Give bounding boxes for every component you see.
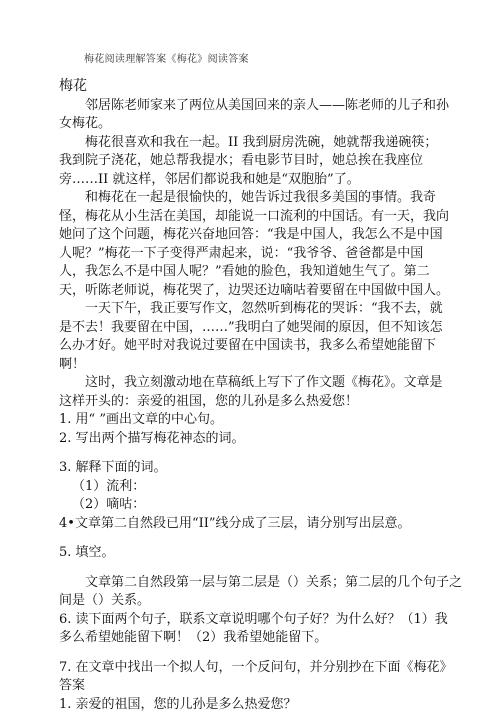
question-7: 7. 在文章中找出一个拟人句，一个反问句，并分别抄在下面《梅花》 (59, 659, 449, 678)
question-5-text-cont: 间是（）关系。 (59, 592, 449, 611)
story-paragraph: 这时，我立刻激动地在草稿纸上写下了作文题《梅花》。文章是这样开头的：亲爱的祖国，您的儿孙是多么热爱您！ (59, 374, 449, 411)
question-5-text: 文章第二自然段第一层与第二层是（）关系；第二层的几个句子之 (59, 574, 449, 593)
story-title: 梅花 (59, 77, 449, 96)
question-6-cont: 多么希望她能留下啊！（2）我希望她能留下。 (59, 629, 449, 648)
question-6: 6. 读下面两个句子，联系文章说明哪个句子好？为什么好？（1）我 (59, 611, 449, 630)
page-header: 梅花阅读理解答案《梅花》阅读答案 (84, 50, 249, 65)
story-paragraph: 梅花很喜欢和我在一起。II 我到厨房洗碗，她就帮我递碗筷；我到院子浇花，她总帮我提水；看电影节目时，她总挨在我座位旁……II 就这样，邻居们都说我和她是“双胞胎”了。 (59, 134, 449, 190)
question-3-item-1: （1）流利： (59, 478, 449, 497)
question-5: 5. 填空。 (59, 544, 449, 563)
story-paragraph: 一天下午，我正要写作文，忽然听到梅花的哭诉：“我不去，就是不去！我要留在中国，……”我明白了她哭闹的原因，但不知该怎么办才好。她平时对我说过要留在中国读书，我多么希望她能留下啊！ (59, 300, 449, 374)
story-paragraph: 邻居陈老师家来了两位从美国回来的亲人——陈老师的儿子和孙女梅花。 (59, 97, 449, 134)
story-text (59, 97, 449, 412)
answer-heading: 答案 (59, 677, 449, 696)
question-2: 2. 写出两个描写梅花神态的词。 (59, 430, 449, 449)
answer-1: 1. 亲爱的祖国，您的儿孙是多么热爱您？ (59, 696, 449, 714)
question-3: 3. 解释下面的词。 (59, 459, 449, 478)
story-paragraph: 和梅花在一起是很愉快的，她告诉过我很多美国的事情。我奇怪，梅花从小生活在美国，却能说一口流利的中国话。有一天，我向她问了这个问题，梅花兴奋地回答：“我是中国人，我怎么不是中国人呢？”梅花一下子变得严肃起来，说：“我爷爷、爸爸都是中国人，我怎么不是中国人呢？”看她的脸色，我知道她生气了。第二天，听陈老师说，梅花哭了，边哭还边嘀咕着要留在中国做中国人。 (59, 189, 449, 300)
document-body (59, 77, 449, 714)
question-1: 1. 用“ ”画出文章的中心句。 (59, 411, 449, 430)
question-4: 4•文章第二自然段已用“II”线分成了三层，请分别写出层意。 (59, 515, 449, 534)
question-3-item-2: （2）嘀咕： (59, 496, 449, 515)
